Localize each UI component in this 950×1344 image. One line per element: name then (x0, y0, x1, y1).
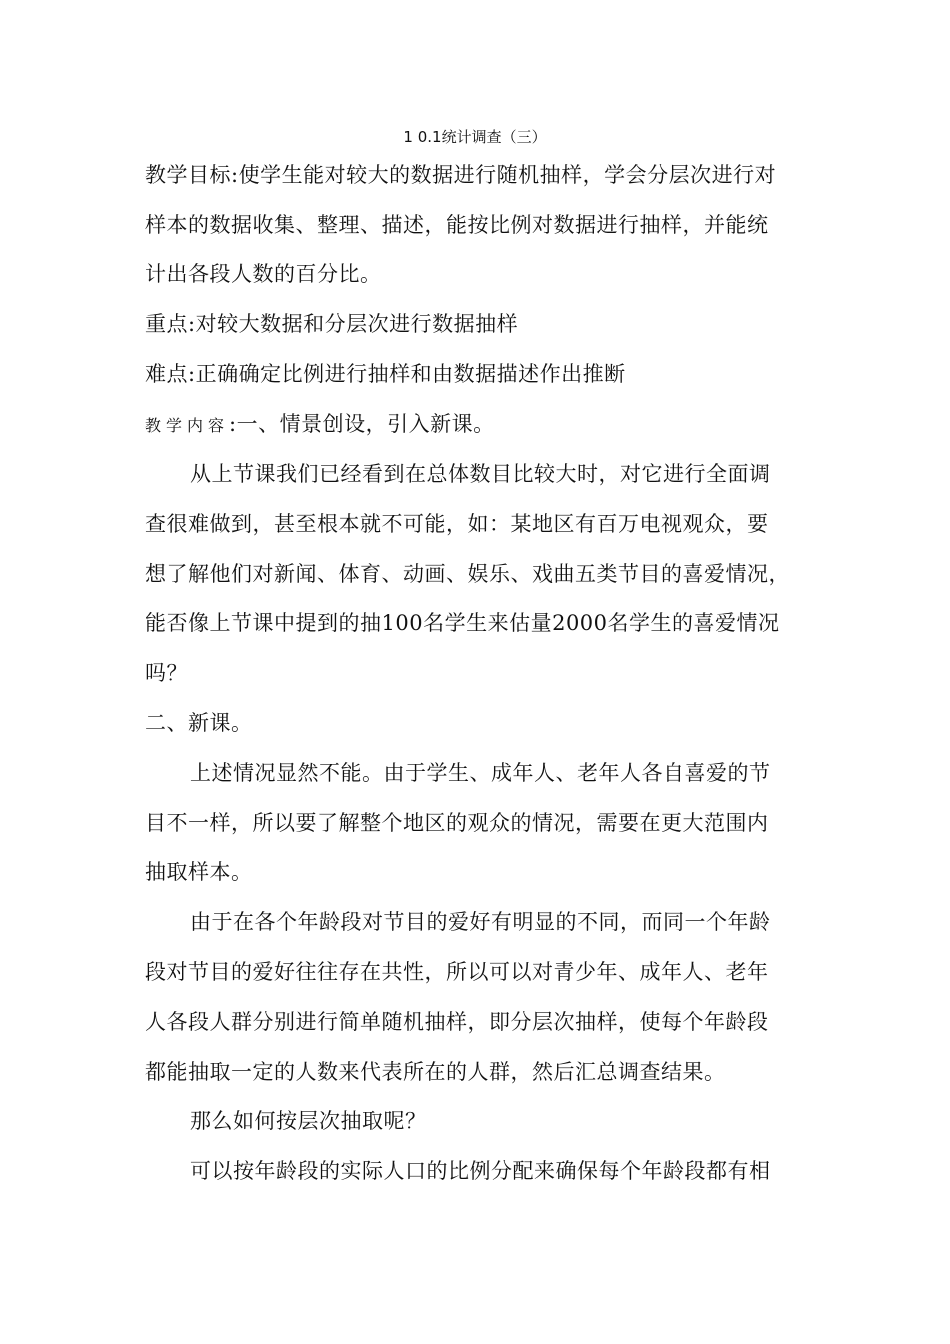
para1-line-4: 能否像上节课中提到的抽100名学生来估量2000名学生的喜爱情况 (145, 611, 780, 635)
para3-line-1: 由于在各个年龄段对节目的爱好有明显的不同，而同一个年龄 (190, 910, 771, 934)
objective-line-2: 样本的数据收集、整理、描述，能按比例对数据进行抽样，并能统 (145, 213, 769, 237)
para5: 可以按年龄段的实际人口的比例分配来确保每个年龄段都有相 (190, 1159, 771, 1183)
para2-line-1: 上述情况显然不能。由于学生、成年人、老年人各自喜爱的节 (190, 761, 771, 785)
content-label: 教学内容 (145, 416, 230, 435)
para3-line-2: 段对节目的爱好往往存在共性，所以可以对青少年、成年人、老年 (145, 960, 769, 984)
document-title: 1 0.1统计调查（三） (403, 128, 547, 146)
para1-line-1: 从上节课我们已经看到在总体数目比较大时，对它进行全面调 (190, 462, 771, 486)
para1-line-5: 吗？ (145, 661, 188, 685)
para2-line-2: 目不一样，所以要了解整个地区的观众的情况，需要在更大范围内 (145, 811, 769, 835)
para3-line-3: 人各段人群分别进行简单随机抽样，即分层次抽样，使每个年龄段 (145, 1010, 769, 1034)
section-heading-new-lesson: 二、新课。 (145, 711, 253, 735)
objective-line-3: 计出各段人数的百分比。 (145, 262, 382, 286)
para1-line-2: 查很难做到，甚至根本就不可能，如：某地区有百万电视观众，要 (145, 512, 769, 536)
para1-line-3: 想了解他们对新闻、体育、动画、娱乐、戏曲五类节目的喜爱情况， (145, 562, 790, 586)
difficulty: 难点:正确确定比例进行抽样和由数据描述作出推断 (145, 362, 626, 386)
para3-line-4: 都能抽取一定的人数来代表所在的人群，然后汇总调查结果。 (145, 1060, 726, 1084)
para4: 那么如何按层次抽取呢？ (190, 1109, 427, 1133)
content-text: :一、情景创设，引入新课。 (229, 412, 495, 436)
para2-line-3: 抽取样本。 (145, 860, 253, 884)
objective-line-1: 教学目标:使学生能对较大的数据进行随机抽样，学会分层次进行对 (145, 163, 777, 187)
key-point: 重点:对较大数据和分层次进行数据抽样 (145, 312, 519, 336)
content-heading (145, 409, 825, 441)
